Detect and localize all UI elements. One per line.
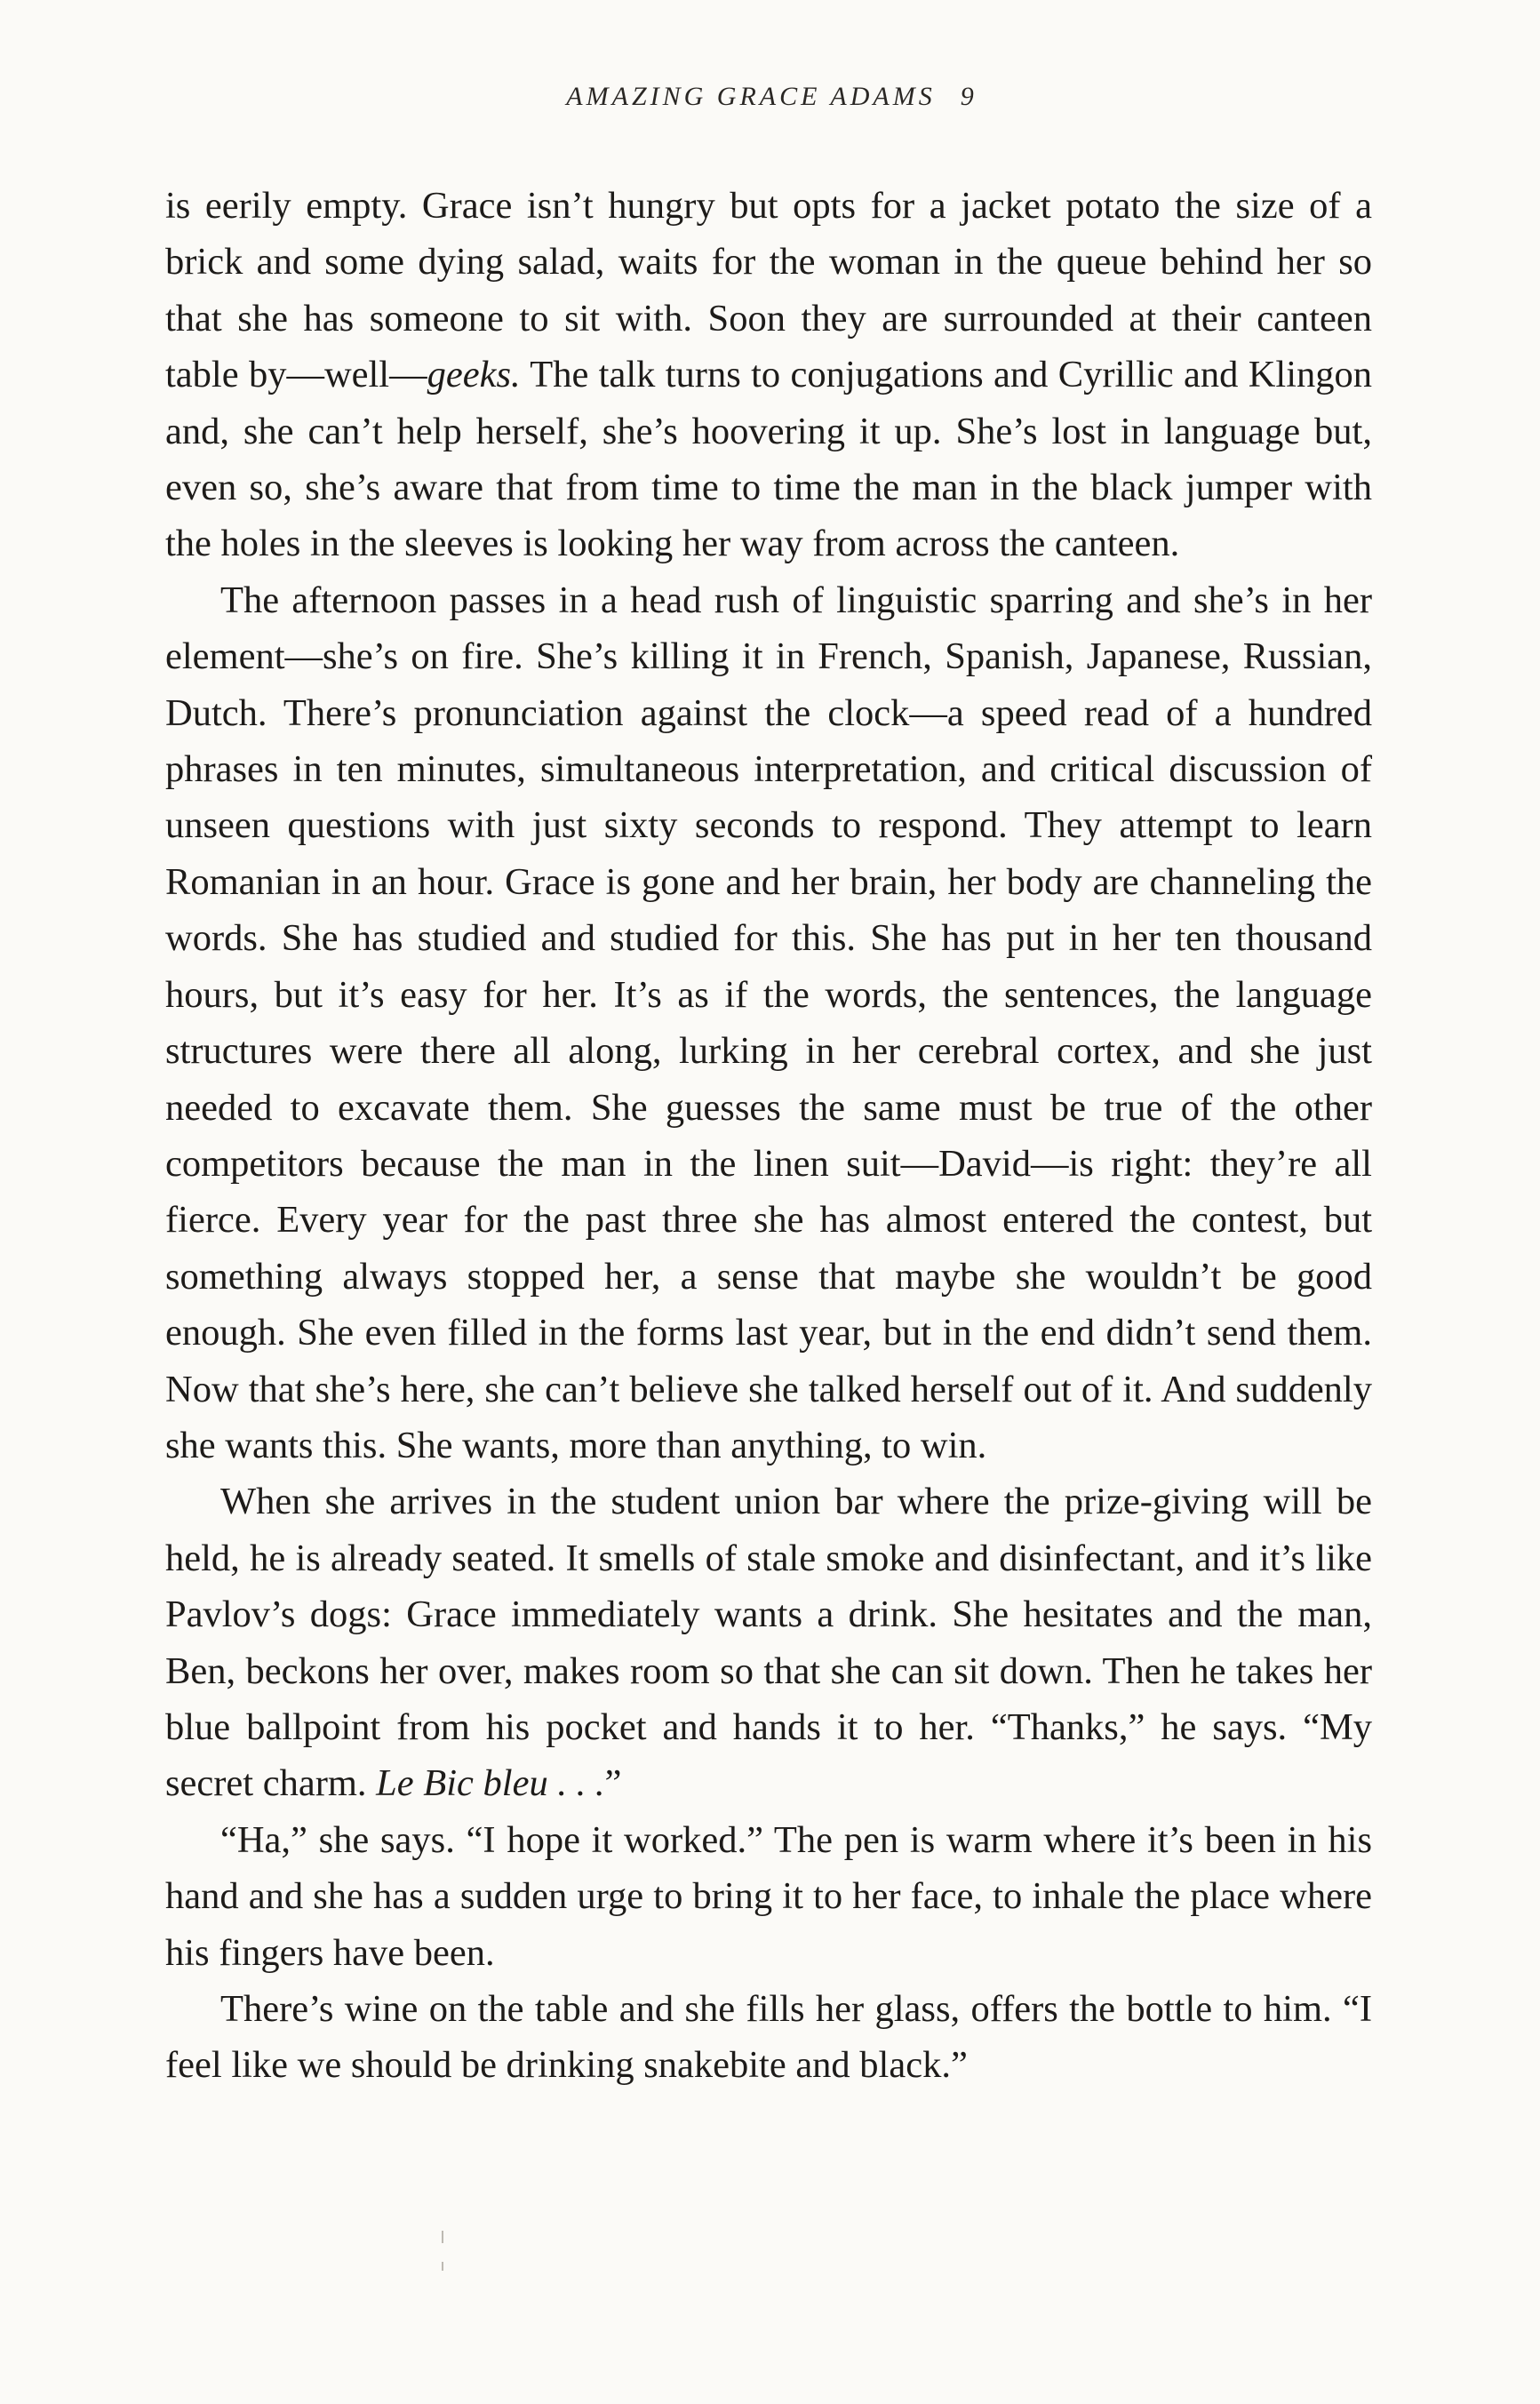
paragraph-4: “Ha,” she says. “I hope it worked.” The pen is warm where it’s been in his hand and she has a sudden urge to bring it to her face, to inhale the place where his fingers have been. [165, 1818, 1372, 1974]
page-number: 9 [960, 82, 974, 111]
book-title: AMAZING GRACE ADAMS [566, 82, 936, 111]
paragraph-1: is eerily empty. Grace isn’t hungry but opts for a jacket potato the size of a brick and some dying salad, waits for the woman in the queue behind her so that she has someone to sit with. Soon they are surrounded at their canteen table by—well—geeks. The talk turns to conjugations and Cyrillic and Klingon and, she can’t help herself, she’s hoovering it up. She’s lost in language but, even so, she’s aware that from time to time the man in the black jumper with the holes in the sleeves is looking her way from across the canteen. [165, 185, 1372, 565]
paragraph-5: There’s wine on the table and she fills her glass, offers the bottle to him. “I feel like we should be drinking snakebite and black.” [165, 1988, 1372, 2087]
body-text [165, 178, 1372, 2094]
scan-speck [442, 2231, 443, 2243]
running-head [0, 82, 1540, 112]
paragraph-2: The afternoon passes in a head rush of linguistic sparring and she’s in her element—she’s on fire. She’s killing it in French, Spanish, Japanese, Russian, Dutch. There’s pronunciation against the clock—a speed read of a hundred phrases in ten minutes, simultaneous interpretation, and critical discussion of unseen questions with just sixty seconds to respond. They attempt to learn Romanian in an hour. Grace is gone and her brain, her body are channeling the words. She has studied and studied for this. She has put in her ten thousand hours, but it’s easy for her. It’s as if the words, the sentences, the language structures were there all along, lurking in her cerebral cortex, and she just needed to excavate them. She guesses the same must be true of the other competitors because the man in the linen suit—David—is right: they’re all fierce. Every year for the past three she has almost entered the contest, but something always stopped her, a sense that maybe she wouldn’t be good enough. She even filled in the forms last year, but in the end didn’t send them. Now that she’s here, she can’t believe she talked herself out of it. And suddenly she wants this. She wants, more than anything, to win. [165, 579, 1372, 1466]
paragraph-3: When she arrives in the student union bar where the prize-giving will be held, he is already seated. It smells of stale smoke and disinfectant, and it’s like Pavlov’s dogs: Grace immediately wants a drink. She hesitates and the man, Ben, beckons her over, makes room so that she can sit down. Then he takes her blue ballpoint from his pocket and hands it to her. “Thanks,” he says. “My secret charm. Le Bic bleu . . .” [165, 1481, 1372, 1805]
scan-speck [442, 2262, 443, 2271]
emphasis-le-bic-bleu: Le Bic bleu . . . [376, 1762, 605, 1805]
emphasis-geeks: geeks. [427, 354, 521, 396]
